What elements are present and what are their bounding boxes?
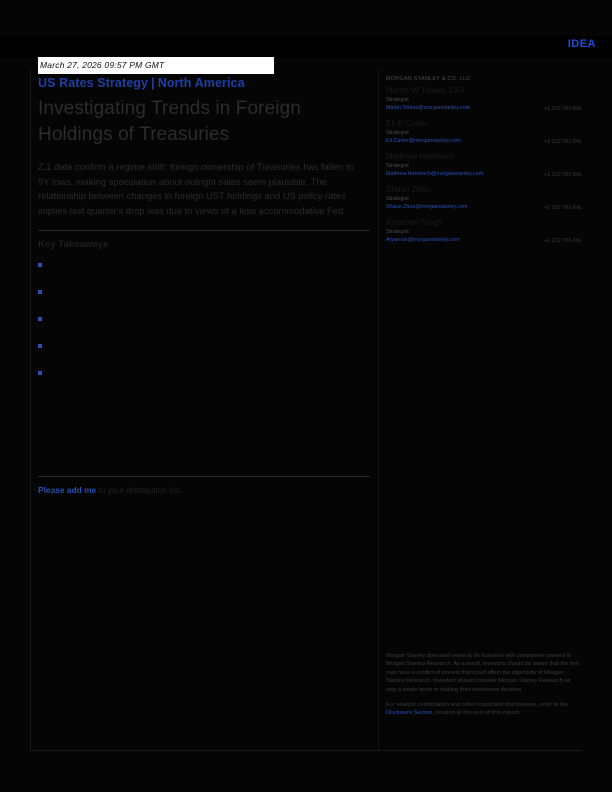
article-summary: Z.1 data confirm a regime shift: foreign ownership of Treasuries has fallen to 9Y lows, making speculation about outright sales seem plausible. The relationship between changes in foreign UST holdings and US policy rates implies last quarter's drop was due to views of a less accommodative Fed. xyxy=(38,161,354,216)
publication-date: March 27, 2026 09:57 PM GMT xyxy=(40,60,165,70)
brand-bar xyxy=(0,36,612,58)
bullet-square-icon xyxy=(38,344,42,348)
author-entry xyxy=(386,86,582,112)
author-entry xyxy=(386,218,582,244)
divider-above-takeaways xyxy=(38,230,370,231)
author-email[interactable]: Aryaman@morganstanley.com xyxy=(386,237,460,243)
brand-wordmark: IDEA xyxy=(567,38,596,50)
author-entry xyxy=(386,185,582,211)
author-name: Shaun Zhou xyxy=(386,185,431,194)
key-takeaways-list xyxy=(38,260,370,376)
page-frame-bottom xyxy=(30,750,582,751)
key-takeaways-heading: Key Takeaways xyxy=(38,239,109,251)
author-role: Strategist xyxy=(386,163,409,169)
author-role: Strategist xyxy=(386,229,409,235)
author-entry xyxy=(386,152,582,178)
certification-suffix: located at the end of this report. xyxy=(433,710,521,717)
author-role: Strategist xyxy=(386,97,409,103)
kicker-secondary: North America xyxy=(157,76,245,90)
bullet-square-icon xyxy=(38,317,42,321)
disclosure-block xyxy=(386,652,582,725)
list-item xyxy=(38,341,370,349)
add-me-link[interactable]: Please add me xyxy=(38,485,97,496)
article-kicker xyxy=(38,76,370,90)
divider-above-distribution xyxy=(38,476,370,477)
bullet-square-icon xyxy=(38,263,42,267)
author-role: Strategist xyxy=(386,130,409,136)
bullet-square-icon xyxy=(38,290,42,294)
certification-prefix: For analyst certification and other important disclosures, refer to the xyxy=(386,702,569,709)
author-phone: +1 212 761-6ńŁ xyxy=(544,106,582,112)
page-title: Investigating Trends in Foreign Holdings of Treasuries xyxy=(38,98,301,145)
disclosure-paragraph: Morgan Stanley does and seeks to do business with companies covered in Morgan Stanley Research. As a result, investors should be aware that the firm may have a conflict of interest that could affect the objectivity of Morgan Stanley Research. Investors should consider Morgan Stanley Research as only a single factor in making their investment decision. xyxy=(386,653,580,693)
kicker-separator: | xyxy=(151,76,155,90)
legal-entity-label: MORGAN STANLEY & CO. LLC xyxy=(386,76,471,82)
main-content-column xyxy=(38,76,370,496)
analyst-certification-line xyxy=(386,701,582,718)
column-divider xyxy=(378,70,379,750)
list-item xyxy=(38,368,370,376)
author-email[interactable]: Matthew.Hornbach@morganstanley.com xyxy=(386,171,484,177)
page-frame-left xyxy=(30,70,31,750)
author-phone: +1 212 761-6ńŁ xyxy=(544,139,582,145)
list-item xyxy=(38,287,370,295)
author-name: Martin W Tobias, CFA xyxy=(386,86,466,95)
distribution-list-line xyxy=(38,484,370,496)
bullet-square-icon xyxy=(38,371,42,375)
author-email[interactable]: Eli.Carter@morganstanley.com xyxy=(386,138,461,144)
author-phone: +1 212 761-6ńŁ xyxy=(544,205,582,211)
author-role: Strategist xyxy=(386,196,409,202)
list-item xyxy=(38,260,370,268)
kicker-primary: US Rates Strategy xyxy=(38,76,149,90)
author-phone: +1 212 761-6ńŁ xyxy=(544,172,582,178)
author-email[interactable]: Martin.Tobias@morganstanley.com xyxy=(386,105,471,111)
author-name: Aryaman Singh xyxy=(386,218,442,227)
list-item xyxy=(38,314,370,322)
author-entry xyxy=(386,119,582,145)
distribution-suffix-text: to your distribution list. xyxy=(96,485,182,496)
author-column xyxy=(386,76,582,251)
author-name: Eli P Carter xyxy=(386,119,428,128)
disclosure-section-link[interactable]: Disclosure Section, xyxy=(386,710,434,717)
author-name: Matthew Hornbach xyxy=(386,152,455,161)
author-phone: +1 212 761-6ńŁ xyxy=(544,238,582,244)
author-email[interactable]: Shaun.Zhou@morganstanley.com xyxy=(386,204,468,210)
